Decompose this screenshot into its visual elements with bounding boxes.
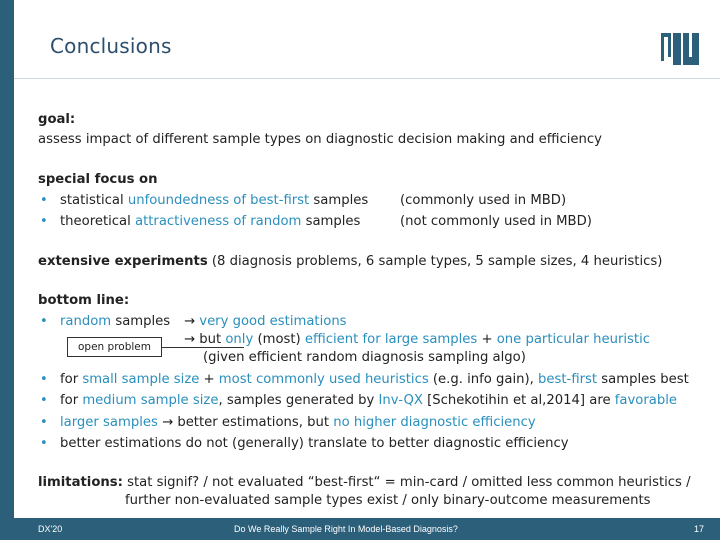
bullet-icon: • <box>40 393 48 408</box>
bullet-icon: • <box>40 214 48 229</box>
arrow-right-icon: → <box>184 314 196 329</box>
bullet-icon: • <box>40 314 48 329</box>
open-problem-connector <box>162 347 244 348</box>
footer-page-number: 17 <box>694 524 705 534</box>
footer-conference: DX'20 <box>38 524 63 534</box>
bottom-item-larger: larger samples → better estimations, but no higher diagnostic efficiency <box>60 415 536 430</box>
slide-footer <box>0 518 720 540</box>
slide-title: Conclusions <box>50 34 172 58</box>
left-accent-bar <box>0 0 14 540</box>
result-line-1: → very good estimations <box>184 314 347 329</box>
open-problem-box: open problem <box>67 337 162 357</box>
bullet-icon: • <box>40 436 48 451</box>
result-line-2: → but only (most) efficient for large samples + one particular heuristic <box>184 332 650 347</box>
arrow-right-icon: → <box>162 415 174 430</box>
bottom-item-efficiency: better estimations do not (generally) translate to better diagnostic efficiency <box>60 436 569 451</box>
focus-label: special focus on <box>38 172 158 187</box>
focus-item-1-note: (commonly used in MBD) <box>400 193 567 208</box>
title-divider <box>14 78 720 79</box>
experiments-line: extensive experiments (8 diagnosis problems, 6 sample types, 5 sample sizes, 4 heuristics) <box>38 254 663 269</box>
focus-item-2: theoretical attractiveness of random samples <box>60 214 361 229</box>
bottom-item-medium: for medium sample size, samples generated by Inv-QX [Schekotihin et al,2014] are favorable <box>60 393 678 408</box>
bullet-icon: • <box>40 415 48 430</box>
limitations-line-1: limitations: stat signif? / not evaluated “best-first“ = min-card / omitted less common heuristics / <box>38 475 691 490</box>
arrow-right-icon: → <box>184 332 196 347</box>
bottom-line-label: bottom line: <box>38 293 130 308</box>
limitations-line-2: further non-evaluated sample types exist / only binary-outcome measurements <box>125 493 651 508</box>
goal-label: goal: <box>38 112 76 127</box>
footer-paper-title: Do We Really Sample Right In Model-Based Diagnosis? <box>234 524 458 534</box>
goal-text: assess impact of different sample types on diagnostic decision making and efficiency <box>38 132 602 147</box>
bullet-icon: • <box>40 372 48 387</box>
result-line-3: (given efficient random diagnosis sampling algo) <box>203 350 526 365</box>
random-samples-text: random samples <box>60 314 171 329</box>
focus-item-1: statistical unfoundedness of best-first samples <box>60 193 369 208</box>
bottom-item-small: for small sample size + most commonly used heuristics (e.g. info gain), best-first samples best <box>60 372 689 387</box>
focus-item-2-note: (not commonly used in MBD) <box>400 214 592 229</box>
university-logo-icon <box>661 33 699 65</box>
bullet-icon: • <box>40 193 48 208</box>
